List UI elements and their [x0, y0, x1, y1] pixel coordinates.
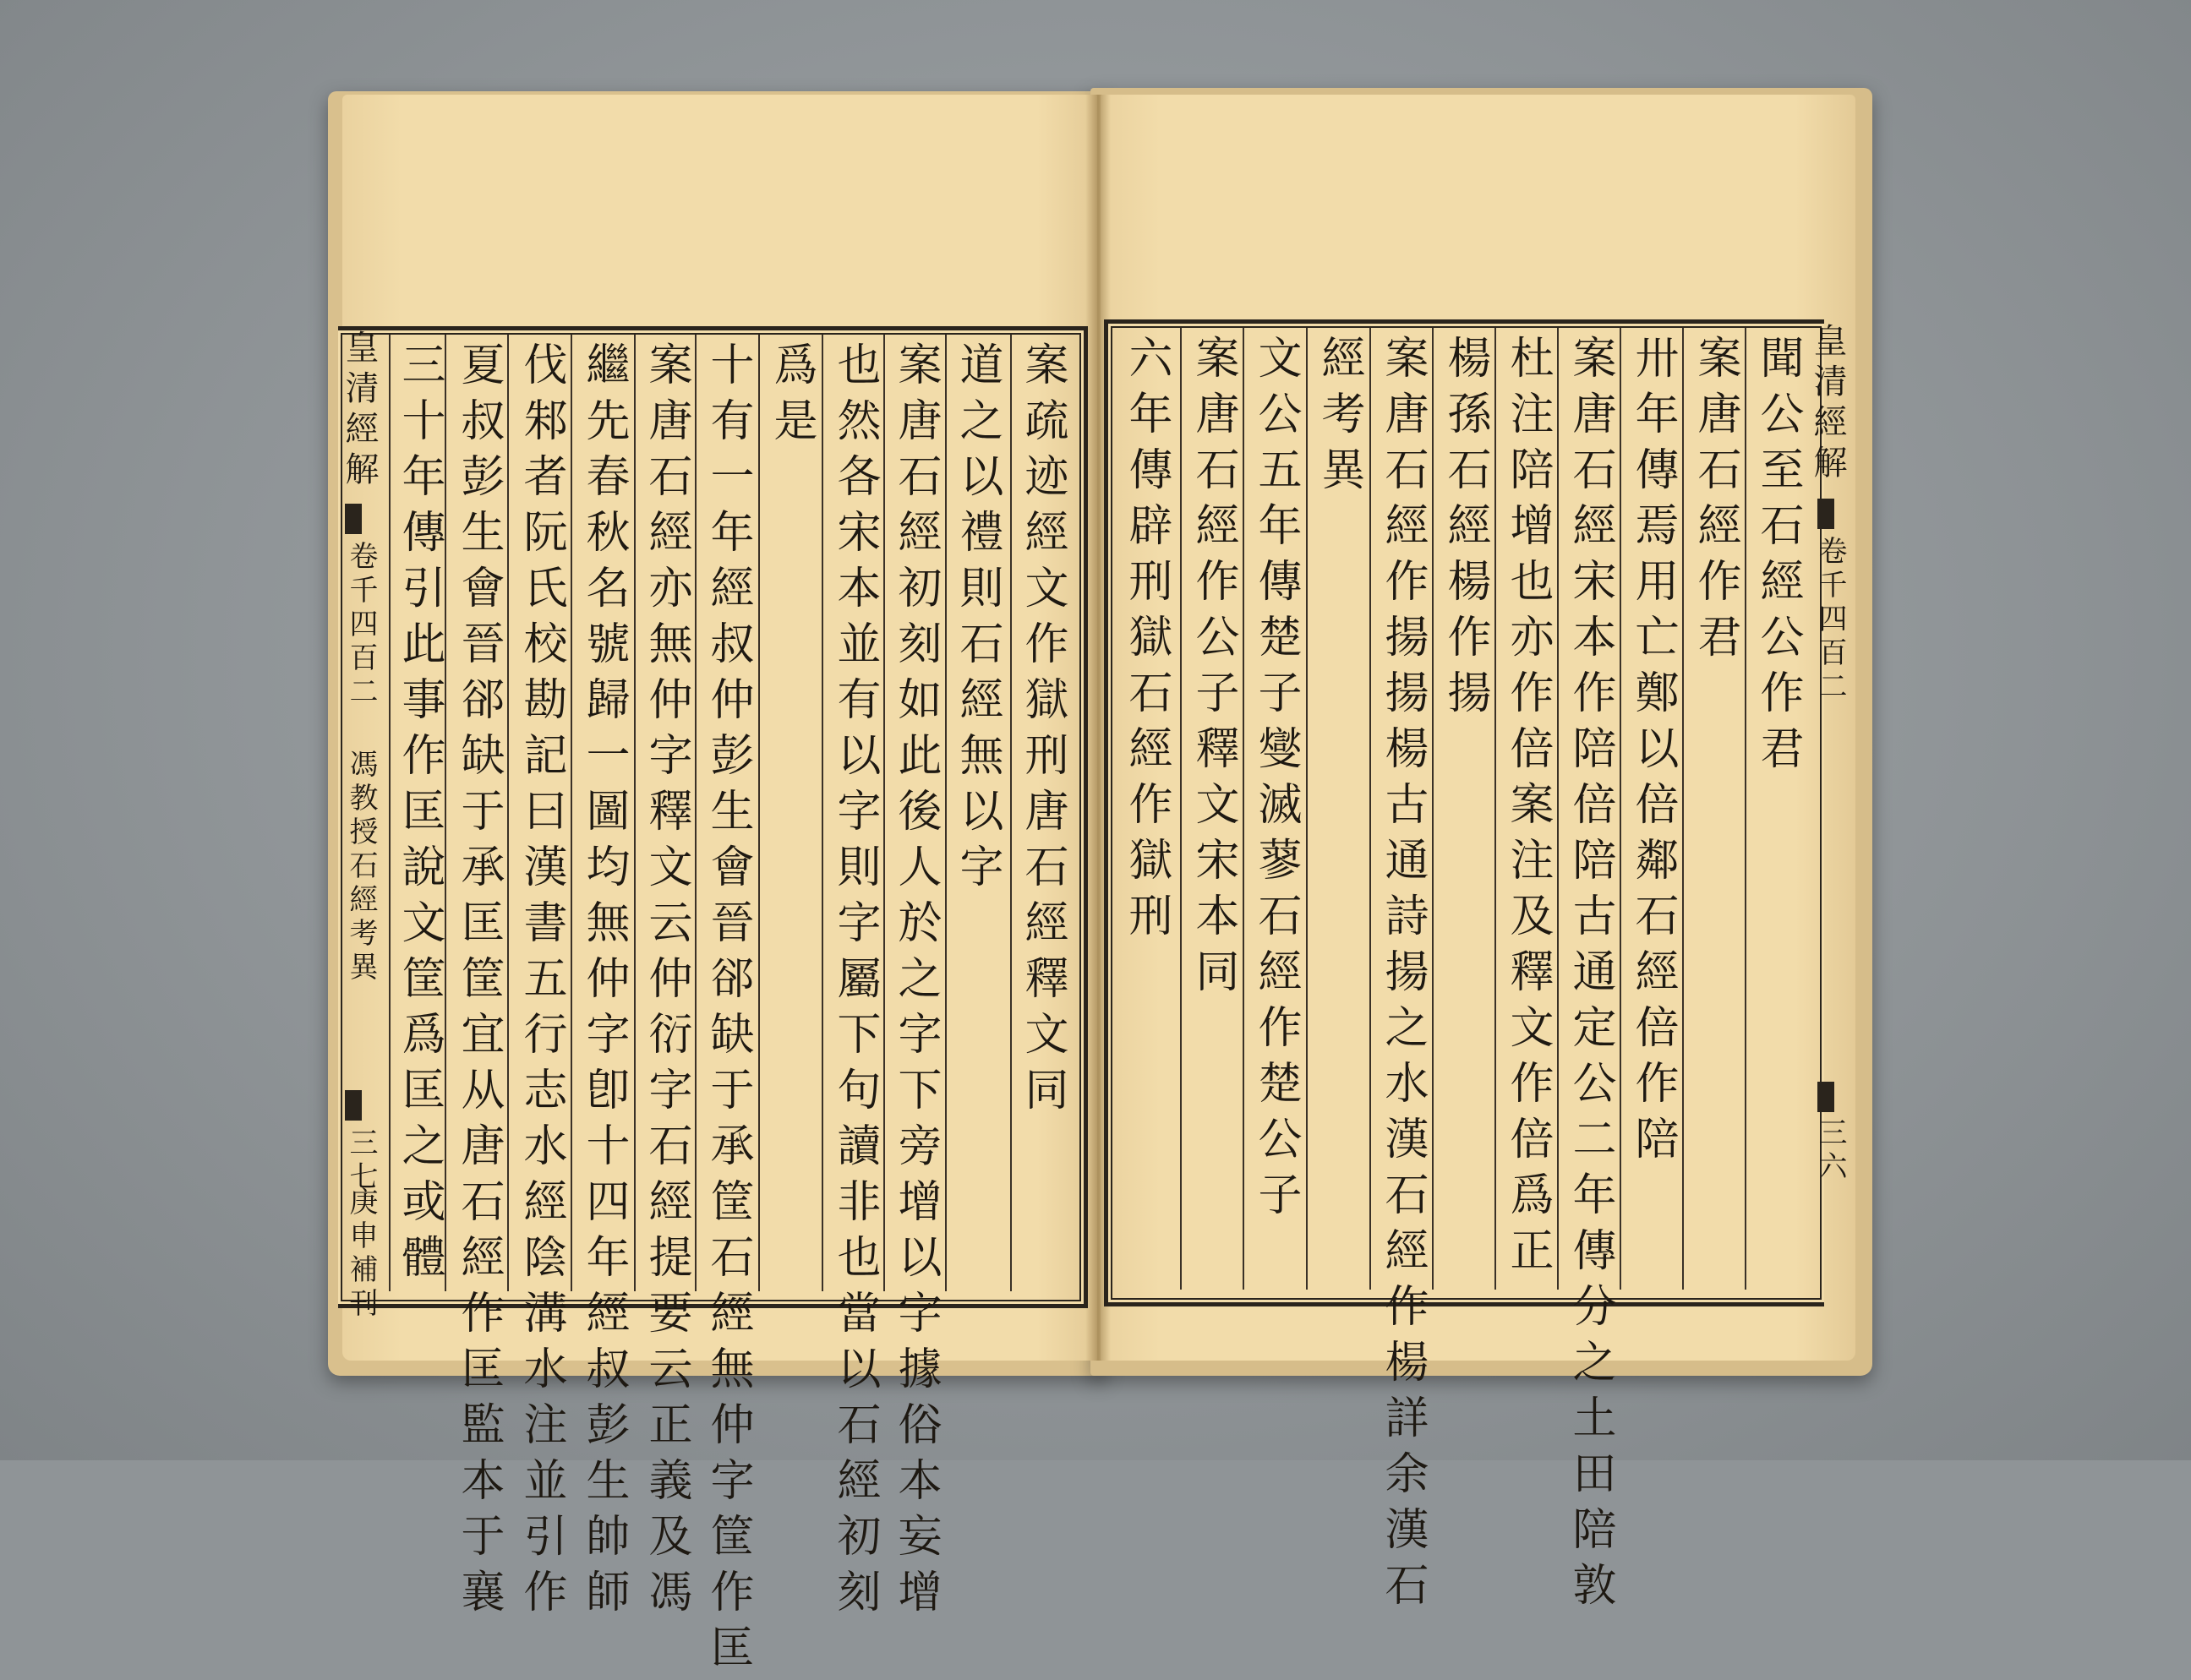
column-rule	[634, 335, 636, 1291]
column-rule	[1180, 328, 1182, 1290]
column-rule	[695, 335, 697, 1291]
column-rule	[1745, 328, 1746, 1290]
column-rule	[389, 335, 391, 1291]
text-column: 卅年傳焉用亡鄭以倍鄰石經倍作陪	[1627, 335, 1678, 1171]
column-rule	[758, 335, 760, 1291]
text-column: 六年傳辟刑獄石經作獄刑	[1121, 335, 1172, 948]
fishtail-mark	[1817, 1082, 1834, 1112]
column-rule	[822, 335, 823, 1291]
column-rule	[1432, 328, 1434, 1290]
left-margin-volume: 卷千四百二 馮教授石經考異	[344, 541, 378, 985]
text-column: 夏叔彭生會晉郤缺于承匡筐宜从唐石經作匡監本于襄	[453, 341, 504, 1624]
text-column: 案唐石經宋本作陪倍陪古通定公二年傳分之土田陪敦	[1565, 335, 1615, 1617]
text-column: 杜注陪增也亦作倍案注及釋文作倍爲正	[1502, 335, 1553, 1283]
column-rule	[1557, 328, 1559, 1290]
text-column: 伐邾者阮氏校勘記曰漢書五行志水經陰溝水注並引作	[516, 341, 566, 1624]
right-margin-page: 三六	[1813, 1117, 1847, 1185]
column-rule	[1306, 328, 1308, 1290]
text-column: 案唐石經初刻如此後人於之字下旁增以字據俗本妄增	[890, 341, 941, 1624]
text-column: 三十年傳引此事作匡說文筐爲匡之或體	[394, 341, 445, 1290]
text-column: 案唐石經亦無仲字釋文云仲衍字石經提要云正義及馮	[641, 341, 691, 1624]
text-column: 聞公至石經公作君	[1752, 335, 1803, 781]
text-column: 案唐石經作公子釋文宋本同	[1188, 335, 1238, 1004]
text-column: 文公五年傳楚子燮滅蓼石經作楚公子	[1250, 335, 1301, 1227]
left-margin-title: 皇清經解	[340, 330, 379, 492]
text-column: 經考異	[1314, 335, 1364, 502]
text-column: 案唐石經作揚揚楊古通詩揚之水漢石經作楊詳余漢石	[1377, 335, 1428, 1617]
text-column: 案疏迹經文作獄刑唐石經釋文同	[1017, 341, 1068, 1122]
column-rule	[507, 335, 509, 1291]
left-margin-note: 庚申補刊	[344, 1186, 378, 1322]
right-margin-volume: 卷千四百二	[1813, 536, 1847, 705]
fishtail-mark	[345, 504, 362, 534]
column-rule	[1682, 328, 1684, 1290]
text-column: 案唐石經作君	[1690, 335, 1740, 669]
text-column: 道之以禮則石經無以字	[952, 341, 1003, 899]
column-rule	[1620, 328, 1621, 1290]
text-column: 也然各宋本並有以字則字屬下句讀非也當以石經初刻	[829, 341, 880, 1624]
fishtail-mark	[1817, 499, 1834, 529]
column-rule	[445, 335, 446, 1291]
column-rule	[1494, 328, 1496, 1290]
text-column: 爲是	[766, 341, 817, 453]
fishtail-mark	[345, 1090, 362, 1121]
column-rule	[1243, 328, 1244, 1290]
text-column: 繼先春秋名號歸一圖均無仲字卽十四年經叔彭生帥師	[578, 341, 629, 1624]
column-rule	[945, 335, 947, 1291]
right-margin-title: 皇清經解	[1808, 323, 1847, 485]
column-rule	[883, 335, 885, 1291]
text-column: 十有一年經叔仲彭生會晉郤缺于承筐石經無仲字筐作匡	[702, 341, 753, 1680]
text-column: 楊孫石經楊作揚	[1440, 335, 1490, 725]
column-rule	[571, 335, 572, 1291]
column-rule	[1010, 335, 1012, 1291]
left-margin-page: 三七	[344, 1127, 378, 1195]
column-rule	[1369, 328, 1371, 1290]
